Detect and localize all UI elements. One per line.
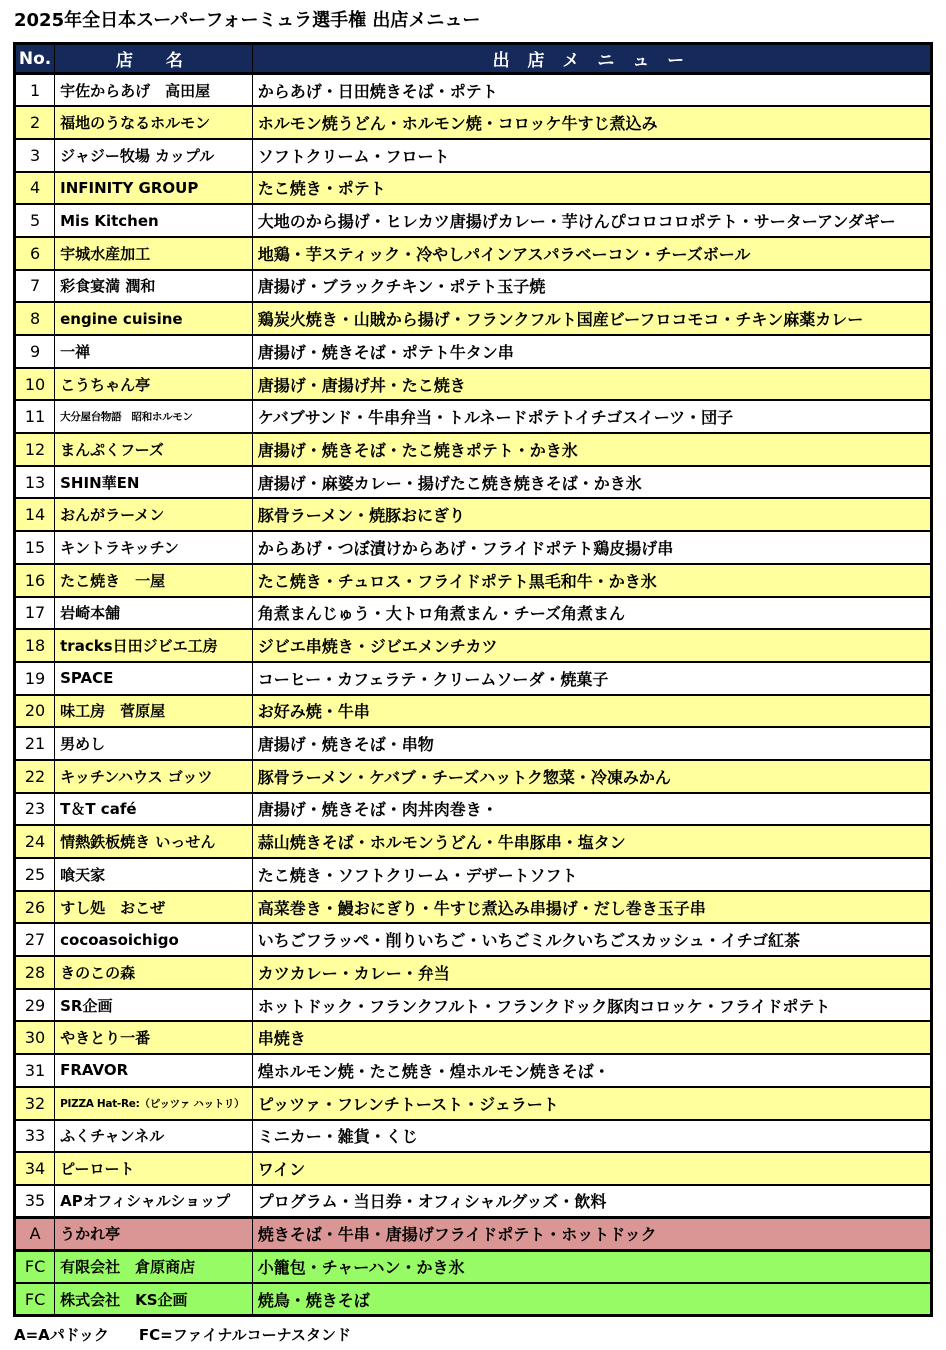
menu-items-cell: ワイン (252, 1152, 931, 1185)
menu-items-cell: たこ焼き・チュロス・フライドポテト黒毛和牛・かき氷 (252, 564, 931, 597)
shop-name-cell: Mis Kitchen (55, 204, 253, 237)
row-number-cell: 6 (15, 237, 55, 270)
row-number-cell: 2 (15, 106, 55, 139)
table-row (15, 891, 932, 924)
menu-items-cell: 唐揚げ・焼きそば・ポテト牛タン串 (252, 335, 931, 368)
row-number-cell: 8 (15, 302, 55, 335)
table-row (15, 466, 932, 499)
menu-items-cell: 大地のから揚げ・ヒレカツ唐揚げカレー・芋けんぴコロコロポテト・サーターアンダギー (252, 204, 931, 237)
shop-name-cell: 彩食宴満 潤和 (55, 270, 253, 303)
row-number-cell: 5 (15, 204, 55, 237)
shop-name-cell: 岩崎本舗 (55, 597, 253, 630)
table-row (15, 172, 932, 205)
menu-items-cell: からあげ・日田焼きそば・ポテト (252, 74, 931, 107)
page-title: 2025年全日本スーパーフォーミュラ選手権 出店メニュー (14, 10, 481, 31)
table-row (15, 237, 932, 270)
table-row (15, 793, 932, 826)
table-row (15, 139, 932, 172)
row-number-cell: FC (15, 1283, 55, 1316)
row-number-cell: FC (15, 1250, 55, 1283)
table-row (15, 1087, 932, 1120)
shop-name-cell: キッチンハウス ゴッツ (55, 760, 253, 793)
row-number-cell: 14 (15, 498, 55, 531)
shop-name-cell: tracks日田ジビエ工房 (55, 629, 253, 662)
table-row (15, 335, 932, 368)
menu-items-cell: カツカレー・カレー・弁当 (252, 956, 931, 989)
row-number-cell: 16 (15, 564, 55, 597)
menu-items-cell: 唐揚げ・焼きそば・串物 (252, 727, 931, 760)
menu-items-cell: 煌ホルモン焼・たこ焼き・煌ホルモン焼きそば・ (252, 1054, 931, 1087)
row-number-cell: 11 (15, 400, 55, 433)
row-number-cell: 18 (15, 629, 55, 662)
table-row (15, 1152, 932, 1185)
table-row (15, 368, 932, 401)
row-number-cell: 34 (15, 1152, 55, 1185)
row-number-cell: 33 (15, 1120, 55, 1153)
row-number-cell: 28 (15, 956, 55, 989)
shop-name-cell: SPACE (55, 662, 253, 695)
menu-items-cell: 焼鳥・焼きそば (252, 1283, 931, 1316)
row-number-cell: 27 (15, 923, 55, 956)
table-row (15, 727, 932, 760)
shop-name-cell: 福地のうなるホルモン (55, 106, 253, 139)
menu-items-cell: 小籠包・チャーハン・かき氷 (252, 1250, 931, 1283)
shop-name-cell: SR企画 (55, 989, 253, 1022)
shop-name-cell: 株式会社 KS企画 (55, 1283, 253, 1316)
menu-items-cell: からあげ・つぼ漬けからあげ・フライドポテト鶏皮揚げ串 (252, 531, 931, 564)
menu-items-cell: いちごフラッペ・削りいちご・いちごミルクいちごスカッシュ・イチゴ紅茶 (252, 923, 931, 956)
menu-items-cell: 唐揚げ・唐揚げ丼・たこ焼き (252, 368, 931, 401)
shop-name-cell: ジャジー牧場 カップル (55, 139, 253, 172)
menu-items-cell: 蒜山焼きそば・ホルモンうどん・牛串豚串・塩タン (252, 825, 931, 858)
row-number-cell: 17 (15, 597, 55, 630)
menu-items-cell: お好み焼・牛串 (252, 695, 931, 728)
table-row (15, 531, 932, 564)
shop-name-cell: 男めし (55, 727, 253, 760)
shop-name-cell: 宇城水産加工 (55, 237, 253, 270)
menu-items-cell: ジビエ串焼き・ジビエメンチカツ (252, 629, 931, 662)
menu-items-cell: ケバブサンド・牛串弁当・トルネードポテトイチゴスイーツ・団子 (252, 400, 931, 433)
shop-name-cell: engine cuisine (55, 302, 253, 335)
table-row (15, 1218, 932, 1251)
shop-name-cell: ピーロート (55, 1152, 253, 1185)
row-number-cell: 26 (15, 891, 55, 924)
shop-name-cell: ふくチャンネル (55, 1120, 253, 1153)
shop-name-cell: すし処 おこぜ (55, 891, 253, 924)
shop-name-cell: やきとり一番 (55, 1021, 253, 1054)
legend-note: A=Aパドック FC=ファイナルコーナスタンド (14, 1326, 352, 1344)
row-number-cell: 4 (15, 172, 55, 205)
row-number-cell: 19 (15, 662, 55, 695)
shop-name-cell: 味工房 菅原屋 (55, 695, 253, 728)
shop-name-cell: FRAVOR (55, 1054, 253, 1087)
shop-name-cell: SHIN華EN (55, 466, 253, 499)
table-row (15, 956, 932, 989)
shop-name-cell: きのこの森 (55, 956, 253, 989)
row-number-cell: 35 (15, 1185, 55, 1218)
menu-items-cell: たこ焼き・ポテト (252, 172, 931, 205)
table-row (15, 923, 932, 956)
shop-name-cell: PIZZA Hat-Re:（ピッツァ ハットリ） (55, 1087, 253, 1120)
menu-items-cell: プログラム・当日券・オフィシャルグッズ・飲料 (252, 1185, 931, 1218)
shop-name-cell: こうちゃん亭 (55, 368, 253, 401)
shop-name-cell: キントラキッチン (55, 531, 253, 564)
table-row (15, 204, 932, 237)
table-row (15, 1120, 932, 1153)
shop-name-cell: たこ焼き 一屋 (55, 564, 253, 597)
row-number-cell: 29 (15, 989, 55, 1022)
table-row (15, 1250, 932, 1283)
shop-name-cell: まんぷくフーズ (55, 433, 253, 466)
shop-name-cell: T＆T café (55, 793, 253, 826)
shop-name-cell: 喰天家 (55, 858, 253, 891)
menu-items-cell: 焼きそば・牛串・唐揚げフライドポテト・ホットドック (252, 1218, 931, 1251)
shop-name-cell: うかれ亭 (55, 1218, 253, 1251)
table-row (15, 597, 932, 630)
row-number-cell: A (15, 1218, 55, 1251)
menu-items-cell: ピッツァ・フレンチトースト・ジェラート (252, 1087, 931, 1120)
shop-name-cell: 有限会社 倉原商店 (55, 1250, 253, 1283)
menu-items-cell: ソフトクリーム・フロート (252, 139, 931, 172)
table-row (15, 760, 932, 793)
menu-items-cell: ホルモン焼うどん・ホルモン焼・コロッケ牛すじ煮込み (252, 106, 931, 139)
menu-items-cell: 鶏炭火焼き・山賊から揚げ・フランクフルト国産ビーフロコモコ・チキン麻薬カレー (252, 302, 931, 335)
menu-items-cell: 豚骨ラーメン・焼豚おにぎり (252, 498, 931, 531)
vendor-table (13, 42, 933, 1317)
menu-items-cell: コーヒー・カフェラテ・クリームソーダ・焼菓子 (252, 662, 931, 695)
menu-items-cell: 唐揚げ・ブラックチキン・ポテト玉子焼 (252, 270, 931, 303)
row-number-cell: 12 (15, 433, 55, 466)
menu-items-cell: 地鶏・芋スティック・冷やしパインアスパラベーコン・チーズボール (252, 237, 931, 270)
menu-items-cell: 串焼き (252, 1021, 931, 1054)
shop-name-cell: 情熱鉄板焼き いっせん (55, 825, 253, 858)
row-number-cell: 24 (15, 825, 55, 858)
row-number-cell: 1 (15, 74, 55, 107)
shop-name-cell: cocoasoichigo (55, 923, 253, 956)
row-number-cell: 10 (15, 368, 55, 401)
row-number-cell: 20 (15, 695, 55, 728)
table-row (15, 1185, 932, 1218)
table-row (15, 695, 932, 728)
table-row (15, 825, 932, 858)
menu-items-cell: ミニカー・雑貨・くじ (252, 1120, 931, 1153)
shop-name-cell: おんがラーメン (55, 498, 253, 531)
row-number-cell: 31 (15, 1054, 55, 1087)
col-header-no: No. (15, 44, 55, 74)
table-row (15, 989, 932, 1022)
table-row (15, 1283, 932, 1316)
col-header-shop-name: 店 名 (55, 44, 253, 74)
row-number-cell: 32 (15, 1087, 55, 1120)
row-number-cell: 22 (15, 760, 55, 793)
row-number-cell: 7 (15, 270, 55, 303)
table-row (15, 1021, 932, 1054)
shop-name-cell: 大分屋台物語 昭和ホルモン (55, 400, 253, 433)
shop-name-cell: 宇佐からあげ 高田屋 (55, 74, 253, 107)
table-row (15, 433, 932, 466)
row-number-cell: 9 (15, 335, 55, 368)
menu-items-cell: 唐揚げ・焼きそば・肉丼肉巻き・ (252, 793, 931, 826)
table-row (15, 74, 932, 107)
table-row (15, 662, 932, 695)
table-header-row (15, 44, 932, 74)
menu-items-cell: 唐揚げ・麻婆カレー・揚げたこ焼き焼きそば・かき氷 (252, 466, 931, 499)
shop-name-cell: INFINITY GROUP (55, 172, 253, 205)
menu-items-cell: たこ焼き・ソフトクリーム・デザートソフト (252, 858, 931, 891)
shop-name-cell: 一禅 (55, 335, 253, 368)
menu-items-cell: 豚骨ラーメン・ケバブ・チーズハットク惣菜・冷凍みかん (252, 760, 931, 793)
table-row (15, 629, 932, 662)
table-row (15, 858, 932, 891)
table-row (15, 1054, 932, 1087)
table-row (15, 400, 932, 433)
row-number-cell: 25 (15, 858, 55, 891)
row-number-cell: 13 (15, 466, 55, 499)
table-row (15, 564, 932, 597)
table-row (15, 270, 932, 303)
row-number-cell: 23 (15, 793, 55, 826)
col-header-menu: 出 店 メ ニ ュ ー (252, 44, 931, 74)
shop-name-cell: APオフィシャルショップ (55, 1185, 253, 1218)
vendor-table-body (15, 74, 932, 1316)
row-number-cell: 15 (15, 531, 55, 564)
table-row (15, 106, 932, 139)
table-row (15, 498, 932, 531)
menu-items-cell: 角煮まんじゅう・大トロ角煮まん・チーズ角煮まん (252, 597, 931, 630)
row-number-cell: 30 (15, 1021, 55, 1054)
row-number-cell: 3 (15, 139, 55, 172)
row-number-cell: 21 (15, 727, 55, 760)
menu-items-cell: ホットドック・フランクフルト・フランクドック豚肉コロッケ・フライドポテト (252, 989, 931, 1022)
menu-items-cell: 唐揚げ・焼きそば・たこ焼きポテト・かき氷 (252, 433, 931, 466)
table-row (15, 302, 932, 335)
menu-items-cell: 高菜巻き・鰻おにぎり・牛すじ煮込み串揚げ・だし巻き玉子串 (252, 891, 931, 924)
